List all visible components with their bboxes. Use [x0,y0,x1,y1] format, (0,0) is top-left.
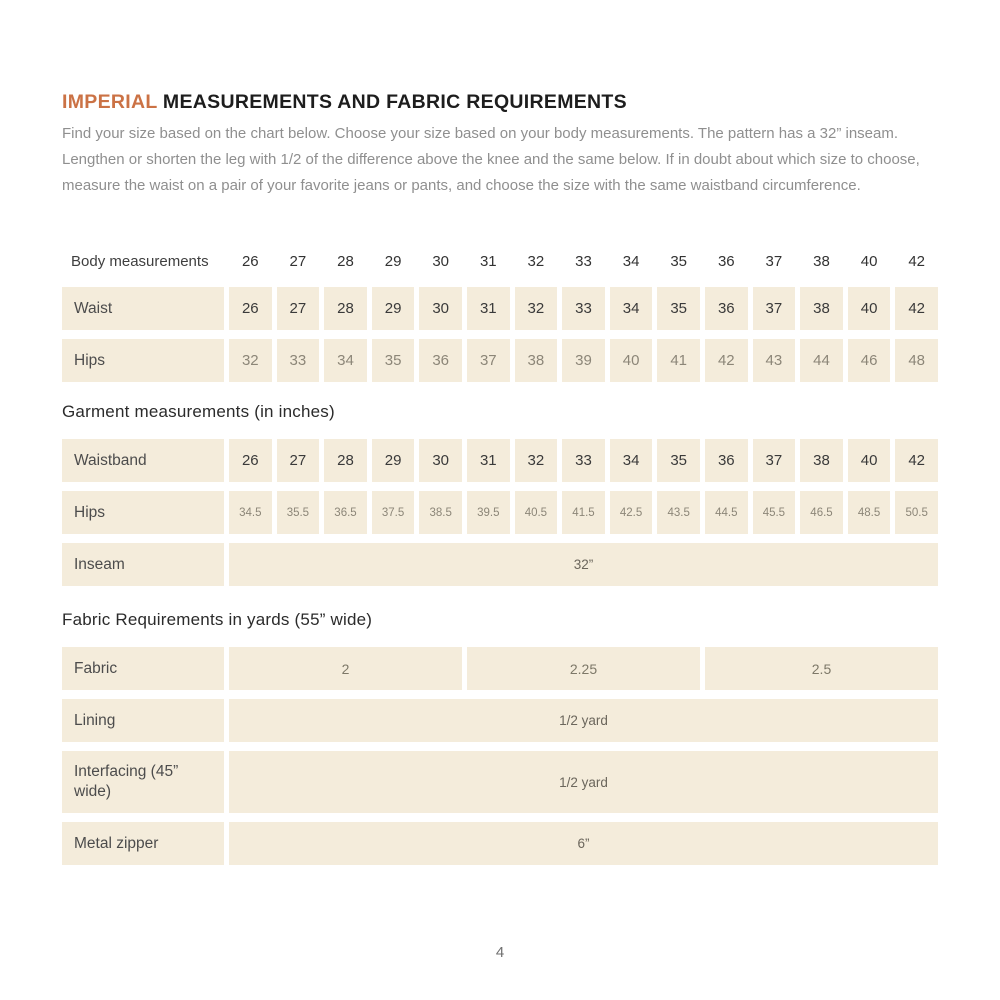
row-label: Lining [62,699,224,742]
size-header-cell: 33 [575,252,592,270]
value-cell: 36.5 [324,491,367,534]
value-cell: 30 [419,439,462,482]
value-cell: 31 [467,287,510,330]
merged-value-cell: 32” [229,543,938,586]
size-header-cell: 29 [384,252,402,270]
title-rest: MEASUREMENTS AND FABRIC REQUIREMENTS [157,91,627,113]
value-cell: 38 [515,339,558,382]
value-cell: 35 [372,339,415,382]
table-row [62,339,938,382]
row-label: Metal zipper [62,822,224,865]
body-table-header [62,248,938,274]
table-row [62,822,938,865]
value-cell: 34 [610,287,653,330]
row-label: Inseam [62,543,224,586]
size-header-cell: 36 [717,252,735,270]
body-table [62,287,938,382]
value-cell: 42 [705,339,748,382]
value-cell: 28 [324,439,367,482]
value-cell: 38 [800,439,843,482]
value-cell: 29 [372,439,415,482]
value-cell: 33 [562,439,605,482]
value-cell: 48 [895,339,938,382]
value-cell: 32 [515,287,558,330]
garment-table [62,439,938,586]
merged-value-cell: 1/2 yard [229,699,938,742]
garment-heading: Garment measurements (in inches) [62,402,335,421]
page [62,0,938,874]
row-label: Waistband [62,439,224,482]
size-header-cell: 38 [813,252,830,270]
size-header-cell: 32 [527,252,545,270]
fabric-table [62,647,938,865]
row-label: Hips [62,491,224,534]
value-cell: 2.5 [705,647,938,690]
value-cell: 43 [753,339,796,382]
value-cell: 33 [562,287,605,330]
value-cell: 2.25 [467,647,700,690]
table-row [62,287,938,330]
value-cell: 50.5 [895,491,938,534]
value-cell: 36 [705,439,748,482]
value-cell: 43.5 [657,491,700,534]
size-header-cell: 35 [670,252,688,270]
value-cell: 33 [277,339,320,382]
value-cell: 26 [229,439,272,482]
value-cell: 27 [277,287,320,330]
row-label: Fabric [62,647,224,690]
merged-value-cell: 6” [229,822,938,865]
value-cell: 31 [467,439,510,482]
body-table-header-label: Body measurements [71,252,209,270]
size-header-cell: 26 [241,252,259,270]
merged-value-cell: 1/2 yard [229,751,938,813]
value-cell: 48.5 [848,491,891,534]
value-cell: 42 [895,287,938,330]
value-cell: 40 [610,339,653,382]
value-cell: 46 [848,339,891,382]
value-cell: 32 [229,339,272,382]
value-cell: 38 [800,287,843,330]
table-row [62,439,938,482]
value-cell: 37.5 [372,491,415,534]
value-cell: 30 [419,287,462,330]
value-cell: 41.5 [562,491,605,534]
value-cell: 37 [753,439,796,482]
row-label: Interfacing (45” wide) [62,751,224,813]
value-cell: 2 [229,647,462,690]
value-cell: 35 [657,287,700,330]
table-row [62,647,938,690]
value-cell: 39 [562,339,605,382]
intro-text: Find your size based on the chart below. Choose your size based on your body measurements. The pattern has a 32” inseam. Lengthen or shorten the leg with 1/2 of the difference above the knee and the same below. If in doubt about which size to choose, measure the waist on a pair of your favorite jeans or pants, and choose the size with the same waistband circumference. [62,125,920,194]
value-cell: 32 [515,439,558,482]
value-cell: 40 [848,439,891,482]
value-cell: 29 [372,287,415,330]
size-header-cell: 42 [908,252,926,270]
title-highlight: IMPERIAL [62,91,158,113]
value-cell: 34.5 [229,491,272,534]
value-cell: 28 [324,287,367,330]
fabric-heading: Fabric Requirements in yards (55” wide) [62,610,373,629]
row-label: Hips [62,339,224,382]
value-cell: 35.5 [277,491,320,534]
value-cell: 40 [848,287,891,330]
value-cell: 40.5 [515,491,558,534]
table-row [62,751,938,813]
value-cell: 42 [895,439,938,482]
value-cell: 37 [467,339,510,382]
value-cell: 44 [800,339,843,382]
size-header-cell: 28 [337,252,354,270]
value-cell: 36 [705,287,748,330]
size-header-cell: 27 [289,252,307,270]
row-label: Waist [62,287,224,330]
value-cell: 37 [753,287,796,330]
size-header-cell: 37 [765,252,783,270]
value-cell: 45.5 [753,491,796,534]
size-header-cell: 40 [860,252,878,270]
page-number: 4 [495,944,505,961]
value-cell: 42.5 [610,491,653,534]
page-title [62,90,938,114]
value-cell: 26 [229,287,272,330]
value-cell: 34 [610,439,653,482]
value-cell: 39.5 [467,491,510,534]
value-cell: 27 [277,439,320,482]
value-cell: 44.5 [705,491,748,534]
value-cell: 35 [657,439,700,482]
size-header-cell: 30 [432,252,450,270]
table-row [62,491,938,534]
value-cell: 36 [419,339,462,382]
size-header-cell: 34 [622,252,640,270]
value-cell: 34 [324,339,367,382]
value-cell: 41 [657,339,700,382]
table-row [62,699,938,742]
value-cell: 46.5 [800,491,843,534]
value-cell: 38.5 [419,491,462,534]
size-header-cell: 31 [479,252,497,270]
table-row [62,543,938,586]
